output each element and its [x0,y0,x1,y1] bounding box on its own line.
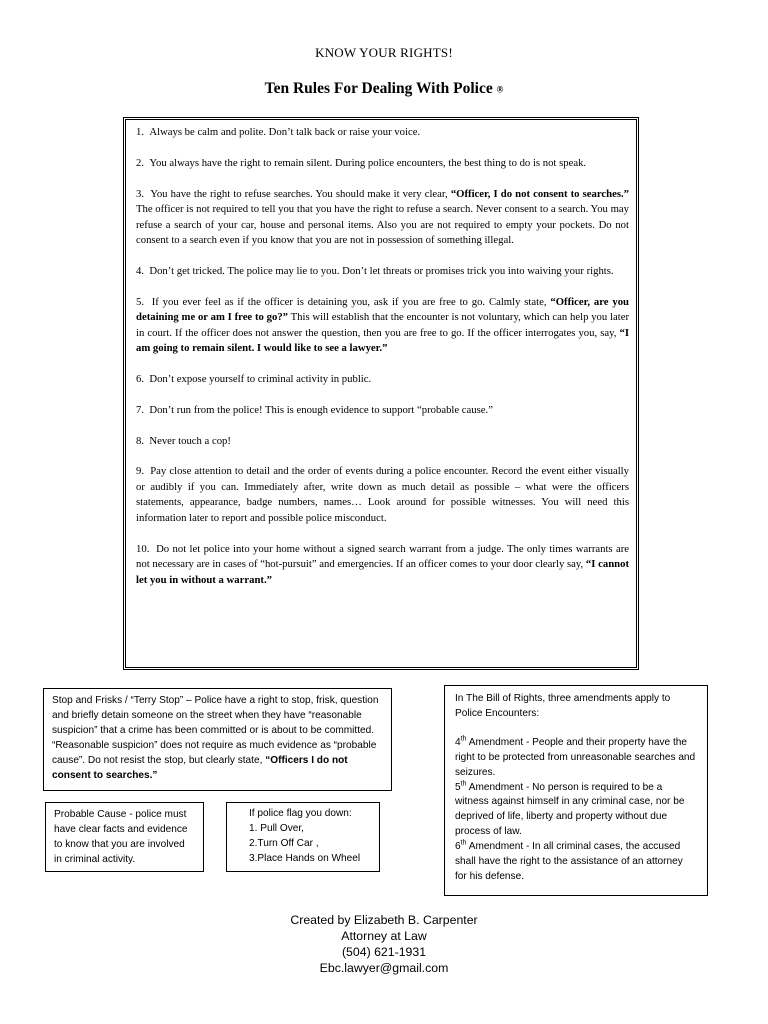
amendment-item [455,736,697,781]
probable-cause-box [45,802,204,872]
page-heading: KNOW YOUR RIGHTS! [315,45,453,60]
rule-item [136,403,629,419]
amendment-text: Amendment - People and their property have the right to be protected from unreasonable searches and seizures. [455,736,696,778]
rule-item [136,372,629,388]
bill-of-rights-box [444,685,708,896]
amendment-text: Amendment - In all criminal cases, the accused shall have the right to the assistance of an attorney for his defense. [455,841,683,882]
rule-item [136,434,629,450]
flag-down-step: 1. Pull Over, [249,822,304,834]
flag-down-step: 3.Place Hands on Wheel [249,852,361,864]
rule-text: If you ever feel as if the officer is detaining you, ask if you are free to go. Calmly state, [151,295,551,308]
amendment-ordinal: th [460,839,467,847]
rule-text: Never touch a cop! [149,434,231,447]
terry-stop-statement: “Officers I do not consent to searches.” [52,754,348,781]
rule-item [136,187,629,249]
rule-text: This will establish that the encounter is not voluntary, which can help you later in court. If the officer does not answer the question, then you are free to go. If the officer interrogates you, say, [136,311,629,339]
rule-item [136,264,629,280]
amendment-text: Amendment - No person is required to be a witness against himself in any criminal case, nor be deprived of life, liberty and property without due process of law. [455,781,685,838]
rule-text: The officer is not required to tell you that you have the right to refuse a search. Never consent to a search. You may refuse a search of your car, house and personal items. Also you are not required to empty your pockets. Do not consent to a search even if you know that you are not in possession of something illegal. [136,203,629,247]
amendment-number: 6 [455,841,461,853]
page-title [0,80,768,98]
rule-text: Always be calm and polite. Don’t talk back or raise your voice. [149,126,421,138]
rule-number: 9. [136,465,145,478]
author-email: Ebc.lawyer@gmail.com [319,961,449,975]
rule-number: 2. [136,156,145,169]
amendment-number: 4 [455,736,461,748]
amendment-item [455,840,697,885]
rule-text: Don’t run from the police! This is enough evidence to support “probable cause.” [149,403,493,416]
amendments-list [455,736,697,885]
flag-down-heading: If police flag you down: [249,808,352,819]
rule-text: Don’t get tricked. The police may lie to you. Don’t let threats or promises trick you into waiving your rights. [149,264,614,277]
rule-item [136,542,629,589]
author-phone: (504) 621-1931 [341,945,427,959]
rule-number: 7. [136,403,145,416]
rule-quote: “Officer, are you detaining me or am I free to go?” [136,295,629,324]
rule-quote: “I cannot let you in without a warrant.” [136,558,630,586]
rule-number: 5. [136,295,145,308]
rule-item [136,156,629,172]
flag-down-box [226,802,380,872]
created-by: Created by Elizabeth B. Carpenter [290,913,478,927]
rule-text: You always have the right to remain silent. During police encounters, the best thing to do is not speak. [149,156,587,169]
amendment-ordinal: th [460,735,467,743]
terry-stop-box [43,688,392,791]
rule-text: Do not let police into your home without a signed search warrant from a judge. The only times warrants are not necessary are in cases of “hot-pursuit” and emergencies. If an officer comes to your door clearly say, [136,542,629,571]
amendment-item [455,781,697,841]
amendment-number: 5 [455,781,461,793]
rule-number: 4. [136,264,145,277]
page-title-text: Ten Rules For Dealing With Police [264,80,493,97]
rule-number: 3. [136,187,145,200]
author-footer [0,912,768,976]
rule-text: Don’t expose yourself to criminal activity in public. [149,372,372,385]
rule-number: 10. [136,542,150,555]
rule-item [136,295,629,357]
rule-quote: “Officer, I do not consent to searches.” [450,187,630,200]
rule-quote: “I am going to remain silent. I would like to see a lawyer.” [136,326,629,355]
rule-number: 8. [136,434,145,447]
author-title: Attorney at Law [341,929,427,943]
rule-text: You have the right to refuse searches. You should make it very clear, [150,187,451,200]
rule-item [136,125,629,141]
bill-of-rights-intro: In The Bill of Rights, three amendments apply to Police Encounters: [455,693,671,719]
registered-mark: ® [496,84,504,95]
rule-number: 6. [136,372,145,385]
probable-cause-text: Probable Cause - police must have clear facts and evidence to know that you are involved in criminal activity. [54,809,188,865]
rule-number: 1. [136,126,145,138]
rule-item [136,464,629,526]
rule-text: Pay close attention to detail and the order of events during a police encounter. Record the event either visually or audibly if you can. Immediately after, write down as much detail as possible – what were the officers statements, appearance, badge numbers, names… Look around for possible witnesses. You will need this information later to report and possible police misconduct. [136,465,629,524]
ten-rules-box [123,117,639,670]
flag-down-step: 2.Turn Off Car , [249,837,319,849]
amendment-ordinal: th [460,780,467,788]
terry-stop-text: Stop and Frisks / “Terry Stop” – Police have a right to stop, frisk, question and briefly detain someone on the street when they have “reasonable suspicion” that a crime has been committed or is about to be committed. “Reasonable suspicion” does not require as much evidence as “probable cause”. Do not resist the stop, but clearly state, [52,695,379,766]
